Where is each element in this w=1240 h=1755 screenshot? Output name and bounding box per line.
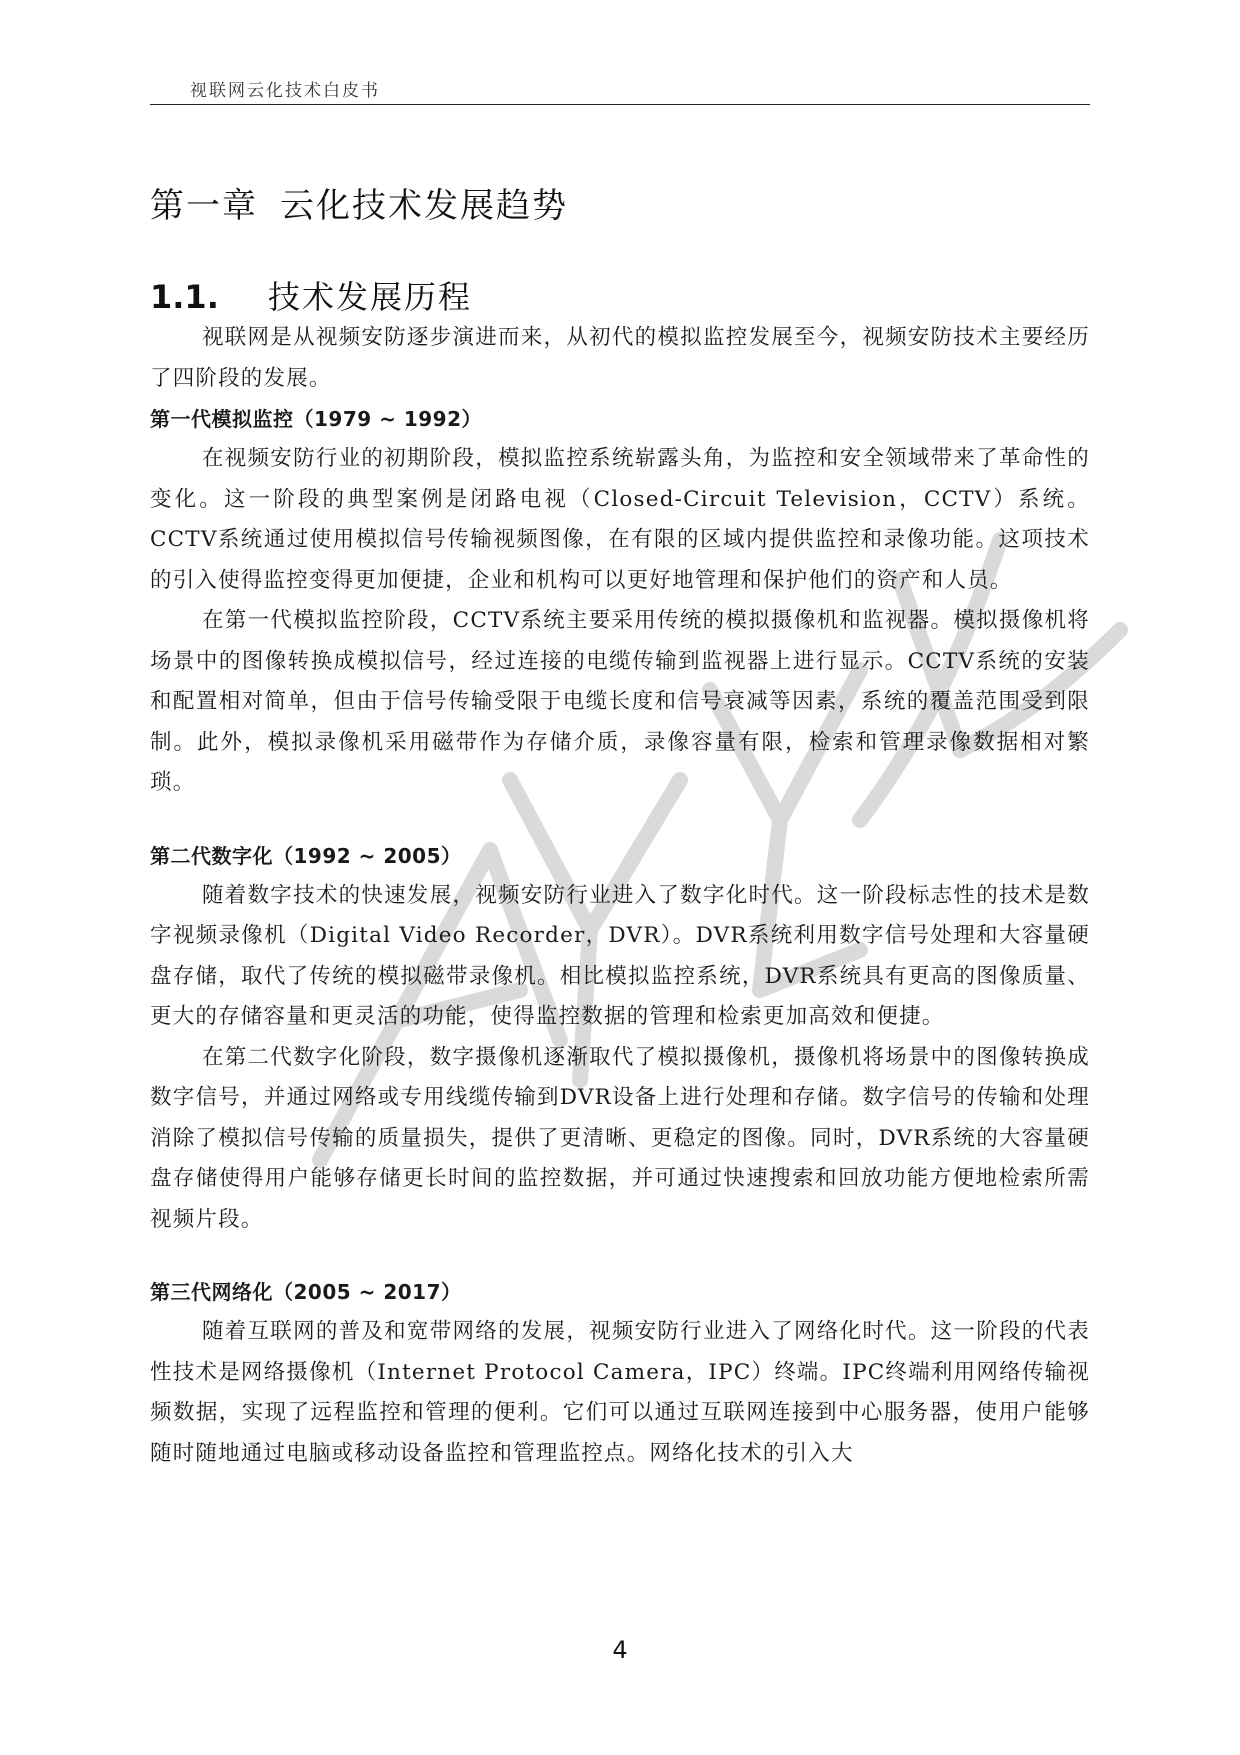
gen1-paragraph-1: 在视频安防行业的初期阶段，模拟监控系统崭露头角，为监控和安全领域带来了革命性的变化。这一阶段的典型案例是闭路电视（Closed-Circuit Television，CCTV）系统。CCTV系统通过使用模拟信号传输视频图像，在有限的区域内提供监控和录像功能。这项技术的引入使得监控变得更加便捷，企业和机构可以更好地管理和保护他们的资产和人员。 — [150, 446, 1090, 593]
chapter-label: 第一章 — [150, 186, 258, 226]
section-title: 技术发展历程 — [268, 278, 473, 316]
intro-paragraph: 视联网是从视频安防逐步演进而来，从初代的模拟监控发展至今，视频安防技术主要经历了四阶段的发展。 — [150, 325, 1090, 391]
section-number: 1.1. — [150, 278, 219, 316]
header-title: 视联网云化技术白皮书 — [190, 81, 380, 101]
gen1-heading: 第一代模拟监控（1979 ~ 1992） — [150, 407, 483, 431]
body-content — [150, 318, 1090, 1474]
gen2-heading: 第二代数字化（1992 ~ 2005） — [150, 843, 462, 868]
gen3-paragraph-1: 随着互联网的普及和宽带网络的发展，视频安防行业进入了网络化时代。这一阶段的代表性技术是网络摄像机（Internet Protocol Camera，IPC）终端。IPC终端利用网络传输视频数据，实现了远程监控和管理的便利。它们可以通过互联网连接到中心服务器，使用户能够随时随地通过电脑或移动设备监控和管理监控点。网络化技术的引入大 — [150, 1319, 1090, 1466]
gen1-paragraph-2: 在第一代模拟监控阶段，CCTV系统主要采用传统的模拟摄像机和监视器。模拟摄像机将场景中的图像转换成模拟信号，经过连接的电缆传输到监视器上进行显示。CCTV系统的安装和配置相对简单，但由于信号传输受限于电缆长度和信号衰减等因素，系统的覆盖范围受到限制。此外，模拟录像机采用磁带作为存储介质，录像容量有限，检索和管理录像数据相对繁琐。 — [150, 608, 1090, 795]
chapter-heading — [150, 178, 568, 227]
section-heading — [150, 272, 472, 318]
spacer — [150, 1240, 1090, 1272]
running-header — [150, 74, 1090, 105]
chapter-title: 云化技术发展趋势 — [280, 186, 568, 226]
gen2-paragraph-2: 在第二代数字化阶段，数字摄像机逐渐取代了模拟摄像机，摄像机将场景中的图像转换成数字信号，并通过网络或专用线缆传输到DVR设备上进行处理和存储。数字信号的传输和处理消除了模拟信号传输的质量损失，提供了更清晰、更稳定的图像。同时，DVR系统的大容量硬盘存储使得用户能够存储更长时间的监控数据，并可通过快速搜索和回放功能方便地检索所需视频片段。 — [150, 1044, 1090, 1232]
spacer — [150, 804, 1090, 836]
page-number: 4 — [612, 1636, 628, 1664]
gen2-paragraph-1: 随着数字技术的快速发展，视频安防行业进入了数字化时代。这一阶段标志性的技术是数字视频录像机（Digital Video Recorder，DVR）。DVR系统利用数字信号处理和大容量硬盘存储，取代了传统的模拟磁带录像机。相比模拟监控系统，DVR系统具有更高的图像质量、更大的存储容量和更灵活的功能，使得监控数据的管理和检索更加高效和便捷。 — [150, 882, 1090, 1029]
gen3-heading: 第三代网络化（2005 ~ 2017） — [150, 1280, 462, 1304]
